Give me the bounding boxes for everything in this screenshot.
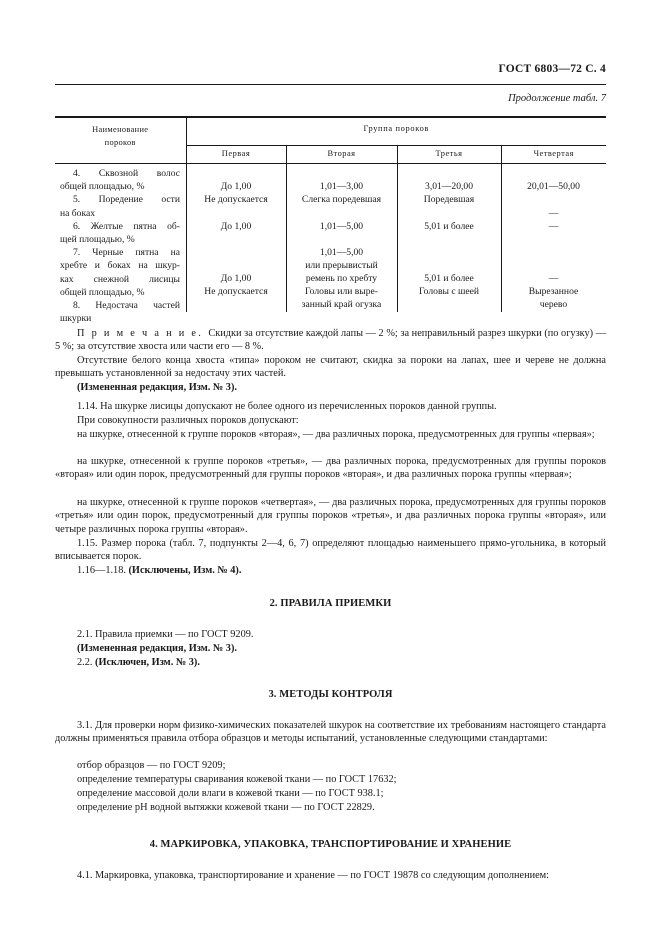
section-3-heading: 3. МЕТОДЫ КОНТРОЛЯ — [268, 689, 393, 700]
header-cell-group-third: Третья — [397, 146, 501, 163]
clause-1-16-block — [55, 564, 606, 577]
cell-r4-third: 3,01—20,00 — [425, 181, 473, 192]
methods-item-1: отбор образцов — по ГОСТ 9209; — [77, 760, 226, 771]
cell-r8-second-line2: занный край огузка — [301, 299, 382, 310]
clause-1-14-item-1-block — [55, 428, 606, 441]
note-label: П р и м е ч а н и е. — [77, 328, 204, 339]
page-running-head: ГОСТ 6803—72 С. 4 — [498, 63, 606, 75]
clause-2-1: 2.1. Правила приемки — по ГОСТ 9209. — [77, 629, 254, 640]
clause-2-2 — [55, 656, 606, 669]
note-revision: (Измененная редакция, Изм. № 3). — [77, 382, 237, 393]
clause-2-2-number: 2.2. — [77, 657, 93, 668]
cell-r8-third: Головы с шеей — [418, 286, 480, 297]
defects-table-wrapper — [55, 116, 606, 325]
cell-r7-first: До 1,00 — [220, 273, 252, 284]
cell-r7-fourth: — — [548, 273, 559, 284]
clause-1-16-number: 1.16—1.18. — [77, 565, 126, 576]
cell-r7-second-line3: ремень по хребту — [305, 273, 378, 284]
cell-r7-third: 5,01 и более — [424, 273, 474, 284]
methods-item-1-block — [55, 759, 606, 772]
clause-2-1-revision: (Измененная редакция, Изм. № 3). — [77, 643, 237, 654]
cell-r5-fourth: — — [548, 208, 559, 219]
table-note-second-block — [55, 354, 606, 381]
cell-r5-second: Слегка поредевшая — [301, 194, 382, 205]
defects-table — [55, 118, 606, 163]
cell-r6-fourth: — — [548, 221, 559, 232]
clause-3-1: 3.1. Для проверки норм физико-химических показателей шкурок на соответствие их требованиям настоящего стандарта должны применяться правила отбора образцов и методы испытаний, установленные следующими стандартами: — [55, 720, 606, 745]
methods-item-4: определение рН водной вытяжки кожевой ткани — по ГОСТ 22829. — [77, 802, 375, 813]
clause-2-1-block — [55, 628, 606, 641]
methods-item-2: определение температуры сваривания кожевой ткани — по ГОСТ 17632; — [77, 774, 397, 785]
methods-item-3: определение массовой доли влаги в кожевой ткани — по ГОСТ 938.1; — [77, 788, 384, 799]
cell-r6-first: До 1,00 — [220, 221, 252, 232]
clause-1-14-intro-block — [55, 414, 606, 427]
methods-item-3-block — [55, 787, 606, 800]
cell-r5-first: Не допускается — [204, 194, 268, 205]
clause-1-16 — [55, 564, 606, 577]
table-header-row-top — [55, 118, 606, 145]
table-note-block — [55, 327, 606, 354]
methods-item-2-block — [55, 773, 606, 786]
table-note-paragraph — [55, 327, 606, 354]
cell-r6-third: 5,01 и более — [424, 221, 474, 232]
clause-1-15-block — [55, 537, 606, 564]
clause-1-14-block — [55, 400, 606, 413]
section-4-heading: 4. МАРКИРОВКА, УПАКОВКА, ТРАНСПОРТИРОВАНИЕ И ХРАНЕНИЕ — [149, 839, 512, 850]
clause-1-14-item-2: на шкурке, отнесенной к группе пороков «третья», — два различных порока, предусмотренных для группы пороков «вторая» или один порок, предусмотренный для группы пороков «вторая», и два различных порока группы «первая»; — [55, 456, 606, 481]
section-2-heading: 2. ПРАВИЛА ПРИЕМКИ — [269, 598, 392, 609]
clause-1-14-item-2-block — [55, 455, 606, 482]
cell-r8-first: Не допускается — [204, 286, 268, 297]
defects-table-body — [55, 164, 606, 325]
cell-r4-first: До 1,00 — [220, 181, 252, 192]
cell-r7-second-line2: или прерывистый — [305, 260, 378, 271]
cell-r8-second-line1: Головы или выре- — [304, 286, 378, 297]
clause-1-14-item-3: на шкурке, отнесенной к группе пороков «четвертая», — два различных порока, предусмотренных для группы пороков «третья» или один порок, предусмотренный для группы пороков «третья», и два различных порока группы «вторая», или четыре различных порока группы «вторая». — [55, 497, 606, 535]
header-cell-group-second: Вторая — [286, 146, 397, 163]
note-body: Скидки за отсутствие каждой лапы — 2 %; за неправильный разрез шкурки (по огузку) — 5 %; за отсутствие хвоста или части его — 8 %. — [55, 328, 607, 353]
header-cell-defect-name: Наименование пороков — [92, 125, 149, 147]
cell-r6-second: 1,01—5,00 — [319, 221, 364, 232]
header-cell-group-fourth: Четвертая — [501, 146, 606, 163]
clause-1-14-intro: При совокупности различных пороков допускают: — [77, 415, 299, 426]
clause-4-1-block — [55, 869, 606, 882]
clause-1-14-item-1: на шкурке, отнесенной к группе пороков «вторая», — два различных порока, предусмотренных для группы «первая»; — [77, 429, 595, 440]
header-rule — [55, 84, 606, 85]
cell-r4-fourth: 20,01—50,00 — [527, 181, 580, 192]
clause-2-2-status: (Исключен, Изм. № 3). — [95, 657, 200, 668]
clause-1-14: 1.14. На шкурке лисицы допускают не более одного из перечисленных пороков данной группы. — [77, 401, 497, 412]
header-cell-defect-group: Группа пороков — [186, 118, 606, 145]
table-continuation-label: Продолжение табл. 7 — [508, 93, 606, 104]
clause-1-15: 1.15. Размер порока (табл. 7, подпункты 2—4, 6, 7) определяют площадью наименьшего прямо-угольника, в который вписывается порок. — [55, 538, 606, 563]
cell-r4-second: 1,01—3,00 — [319, 181, 364, 192]
clause-1-14-item-3-block — [55, 496, 606, 536]
cell-r8-fourth-line2: черево — [539, 299, 568, 310]
clause-3-1-block — [55, 719, 606, 746]
clause-2-1-revision-block — [55, 642, 606, 655]
clause-4-1: 4.1. Маркировка, упаковка, транспортирование и хранение — по ГОСТ 19878 со следующим дополнением: — [77, 870, 550, 881]
cell-r8-fourth-line1: Вырезанное — [528, 286, 579, 297]
clause-1-16-status: (Исключены, Изм. № 4). — [128, 565, 242, 576]
note-revision-block — [55, 381, 606, 394]
note-paragraph-2: Отсутствие белого конца хвоста «типа» пороком не считают, скидка за пороки на лапах, шее и череве не должна превышать установленной за недостачу этих частей. — [55, 355, 606, 380]
header-cell-group-first: Первая — [186, 146, 286, 163]
clause-2-2-block — [55, 656, 606, 669]
cell-r5-third: Поредевшая — [423, 194, 475, 205]
methods-item-4-block — [55, 801, 606, 814]
cell-r7-second-line1: 1,01—5,00 — [319, 247, 364, 258]
table-cell-defect-names: 4. Сквозной волос общей площадью, % 5. Поредение ости на боках 6. Желтые пятна об- щей площадью, % 7. Черные пятна на хребте и боках на шкур- ках снежной лисицы общей площадью, % 8. Недостача частей шкурки — [60, 168, 180, 325]
